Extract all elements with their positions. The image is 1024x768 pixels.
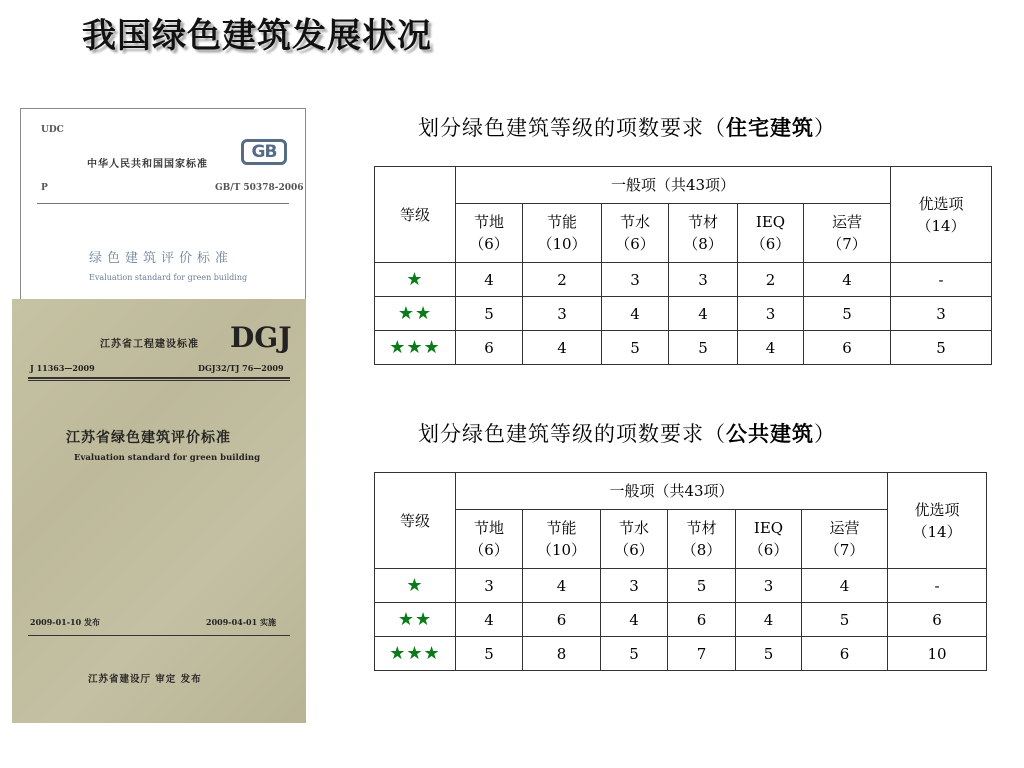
- column-name: 节水: [618, 519, 649, 537]
- table-row: [375, 569, 987, 603]
- table-cell: 5: [668, 569, 736, 603]
- column-header: [523, 204, 602, 263]
- cover-standard-code: GB/T 50378-2006: [215, 183, 304, 193]
- table-cell: 6: [804, 331, 891, 365]
- grade-stars: ★★★: [375, 637, 456, 671]
- optional-count: （14）: [916, 216, 966, 235]
- grade-stars: ★★: [375, 297, 456, 331]
- table-cell: 5: [456, 297, 523, 331]
- table-cell: 4: [738, 331, 804, 365]
- table-cell: 5: [602, 331, 669, 365]
- table-cell: 3: [523, 297, 602, 331]
- cover-divider: [28, 635, 290, 636]
- column-count: （7）: [827, 235, 867, 253]
- table-cell: 8: [523, 637, 601, 671]
- dgj-standard-cover-image: [12, 299, 306, 723]
- general-items-header: 一般项（共43项）: [456, 473, 888, 510]
- table-cell: 5: [802, 603, 888, 637]
- table-cell: 5: [456, 637, 523, 671]
- caption-suffix: ）: [814, 116, 836, 140]
- table-cell: -: [888, 569, 987, 603]
- residential-table-caption: [418, 112, 836, 142]
- caption-prefix: 划分绿色建筑等级的项数要求（: [418, 422, 726, 446]
- column-name: IEQ: [753, 519, 784, 537]
- cover-j-code: J 11363—2009: [30, 363, 95, 373]
- cover-p-label: P: [41, 183, 48, 193]
- cover-publisher: 江苏省建设厅 审定 发布: [88, 674, 202, 685]
- caption-building-type: 住宅建筑: [726, 116, 814, 140]
- table-cell: 6: [888, 603, 987, 637]
- column-name: 节能: [546, 519, 577, 537]
- cover-org-label: 中华人民共和国国家标准: [87, 159, 208, 170]
- table-cell: 2: [523, 263, 602, 297]
- column-name: 运营: [829, 519, 860, 537]
- table-cell: 4: [456, 603, 523, 637]
- table-cell: 7: [668, 637, 736, 671]
- table-cell: 2: [738, 263, 804, 297]
- cover-org-label: 江苏省工程建设标准: [100, 339, 199, 350]
- table-cell: 3: [602, 263, 669, 297]
- optional-items-header: [891, 167, 992, 263]
- cover-title-en: Evaluation standard for green building: [74, 453, 261, 463]
- column-header: [736, 510, 802, 569]
- optional-items-header: [888, 473, 987, 569]
- cover-divider: [28, 377, 290, 379]
- column-name: 节地: [473, 519, 504, 537]
- grade-header: 等级: [375, 473, 456, 569]
- optional-count: （14）: [912, 522, 962, 541]
- column-header: [804, 204, 891, 263]
- cover-title-cn: 绿色建筑评价标准: [89, 251, 234, 266]
- general-items-header: 一般项（共43项）: [456, 167, 891, 204]
- table-cell: 6: [523, 603, 601, 637]
- grade-header: 等级: [375, 167, 456, 263]
- cover-issue-date: 2009-01-10 发布: [30, 617, 100, 627]
- optional-label: 优选项: [918, 194, 964, 213]
- table-cell: 6: [802, 637, 888, 671]
- residential-grade-table: [374, 166, 992, 365]
- grade-stars: ★★: [375, 603, 456, 637]
- caption-suffix: ）: [814, 422, 836, 446]
- column-count: （6）: [469, 541, 509, 559]
- column-name: 节能: [546, 213, 577, 231]
- cover-title-en: Evaluation standard for green building: [89, 273, 248, 282]
- column-header: [601, 510, 668, 569]
- column-count: （10）: [536, 541, 587, 559]
- table-cell: 6: [456, 331, 523, 365]
- table-cell: 3: [669, 263, 738, 297]
- column-header: [802, 510, 888, 569]
- column-count: （6）: [615, 235, 655, 253]
- table-cell: 5: [804, 297, 891, 331]
- dgj-logo: DGJ: [230, 321, 292, 354]
- table-cell: 3: [891, 297, 992, 331]
- column-name: 运营: [832, 213, 863, 231]
- table-cell: 5: [736, 637, 802, 671]
- column-header: [523, 510, 601, 569]
- table-cell: 4: [804, 263, 891, 297]
- column-count: （6）: [748, 541, 789, 559]
- cover-divider: [28, 380, 290, 381]
- table-cell: 4: [523, 331, 602, 365]
- column-count: （6）: [614, 541, 654, 559]
- table-row: [375, 637, 987, 671]
- column-count: （10）: [537, 235, 587, 253]
- table-cell: 5: [669, 331, 738, 365]
- column-count: （6）: [469, 235, 509, 253]
- column-name: 节地: [473, 213, 504, 231]
- column-header: [456, 204, 523, 263]
- public-table-caption: [418, 418, 836, 448]
- table-row: [375, 603, 987, 637]
- optional-label: 优选项: [914, 500, 960, 519]
- column-count: （8）: [683, 235, 723, 253]
- table-cell: 3: [601, 569, 668, 603]
- column-count: （8）: [681, 541, 722, 559]
- column-name: 节水: [619, 213, 650, 231]
- cover-title-cn: 江苏省绿色建筑评价标准: [66, 430, 231, 446]
- gb-logo: GB: [241, 139, 287, 165]
- table-row: [375, 297, 992, 331]
- column-count: （6）: [750, 235, 791, 253]
- table-cell: 3: [456, 569, 523, 603]
- column-header: [668, 510, 736, 569]
- table-cell: 4: [736, 603, 802, 637]
- table-cell: 4: [601, 603, 668, 637]
- table-cell: 4: [802, 569, 888, 603]
- public-grade-table: [374, 472, 987, 671]
- table-row: [375, 263, 992, 297]
- column-name: 节材: [686, 519, 717, 537]
- table-cell: 4: [523, 569, 601, 603]
- table-cell: 3: [736, 569, 802, 603]
- column-header: [456, 510, 523, 569]
- grade-stars: ★★★: [375, 331, 456, 365]
- table-cell: 6: [668, 603, 736, 637]
- table-cell: -: [891, 263, 992, 297]
- column-header: [738, 204, 804, 263]
- cover-implementation-date: 2009-04-01 实施: [206, 617, 276, 627]
- column-name: 节材: [687, 213, 718, 231]
- gb-standard-cover-image: [20, 108, 306, 304]
- slide-title: 我国绿色建筑发展状况: [82, 16, 432, 56]
- table-cell: 4: [456, 263, 523, 297]
- caption-prefix: 划分绿色建筑等级的项数要求（: [418, 116, 726, 140]
- table-row: [375, 331, 992, 365]
- table-cell: 5: [601, 637, 668, 671]
- column-header: [669, 204, 738, 263]
- table-cell: 4: [602, 297, 669, 331]
- table-cell: 3: [738, 297, 804, 331]
- column-header: [602, 204, 669, 263]
- table-cell: 5: [891, 331, 992, 365]
- table-cell: 4: [669, 297, 738, 331]
- table-cell: 10: [888, 637, 987, 671]
- grade-stars: ★: [375, 263, 456, 297]
- grade-stars: ★: [375, 569, 456, 603]
- cover-udc-label: UDC: [41, 125, 64, 135]
- column-count: （7）: [824, 541, 865, 559]
- caption-building-type: 公共建筑: [726, 422, 814, 446]
- column-name: IEQ: [755, 213, 786, 231]
- cover-standard-code: DGJ32/TJ 76—2009: [198, 363, 284, 373]
- cover-divider: [37, 203, 289, 204]
